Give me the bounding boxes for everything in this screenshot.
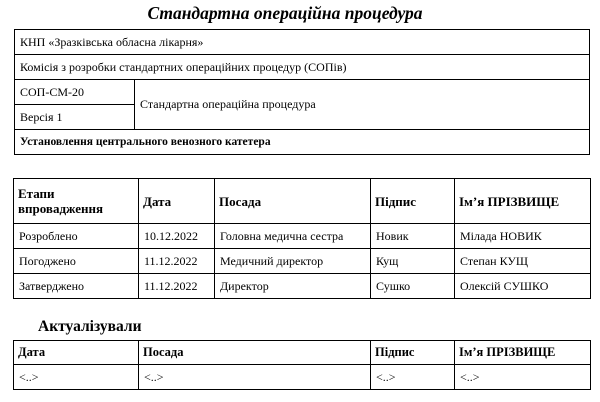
- signature-cell: Сушко: [371, 274, 455, 299]
- table-row: [14, 274, 591, 299]
- procedure-name: Установлення центрального венозного катетера: [15, 130, 590, 155]
- position-cell: Директор: [215, 274, 371, 299]
- date-cell: 11.12.2022: [139, 274, 215, 299]
- document-type: Стандартна операційна процедура: [135, 80, 590, 130]
- table-row: [14, 224, 591, 249]
- date-cell: 10.12.2022: [139, 224, 215, 249]
- name-cell: <..>: [455, 365, 591, 390]
- updates-col-name: Ім’я ПРІЗВИЩЕ: [455, 341, 591, 365]
- implementation-stages-table: [13, 178, 591, 299]
- commission-name: Комісія з розробки стандартних операційних процедур (СОПів): [15, 55, 590, 80]
- signature-cell: Кущ: [371, 249, 455, 274]
- date-cell: 11.12.2022: [139, 249, 215, 274]
- sop-version: Версія 1: [15, 105, 135, 130]
- stages-col-date: Дата: [139, 179, 215, 224]
- signature-cell: Новик: [371, 224, 455, 249]
- name-cell: Олексій СУШКО: [455, 274, 591, 299]
- stage-cell: Затверджено: [14, 274, 139, 299]
- stages-header-row: [14, 179, 591, 224]
- organization-name: КНП «Зразківська обласна лікарня»: [15, 30, 590, 55]
- stages-col-signature: Підпис: [371, 179, 455, 224]
- updates-col-date: Дата: [14, 341, 139, 365]
- stages-col-name: Ім’я ПРІЗВИЩЕ: [455, 179, 591, 224]
- stages-col-stage: Етапи впровадження: [14, 179, 139, 224]
- updates-heading: Актуалізували: [38, 318, 142, 335]
- position-cell: <..>: [139, 365, 371, 390]
- updates-col-position: Посада: [139, 341, 371, 365]
- stage-cell: Погоджено: [14, 249, 139, 274]
- header-row-organization: [15, 30, 590, 55]
- header-row-commission: [15, 55, 590, 80]
- header-row-code: [15, 80, 590, 105]
- sop-code: СОП-СМ-20: [15, 80, 135, 105]
- stages-col-position: Посада: [215, 179, 371, 224]
- name-cell: Мілада НОВИК: [455, 224, 591, 249]
- position-cell: Головна медична сестра: [215, 224, 371, 249]
- updates-header-row: [14, 341, 591, 365]
- stage-cell: Розроблено: [14, 224, 139, 249]
- updates-col-signature: Підпис: [371, 341, 455, 365]
- table-row: [14, 365, 591, 390]
- position-cell: Медичний директор: [215, 249, 371, 274]
- signature-cell: <..>: [371, 365, 455, 390]
- header-table: [14, 29, 590, 155]
- date-cell: <..>: [14, 365, 139, 390]
- document-title: Стандартна операційна процедура: [147, 3, 423, 23]
- name-cell: Степан КУЩ: [455, 249, 591, 274]
- table-row: [14, 249, 591, 274]
- header-row-procedure: [15, 130, 590, 155]
- updates-table: [13, 340, 591, 390]
